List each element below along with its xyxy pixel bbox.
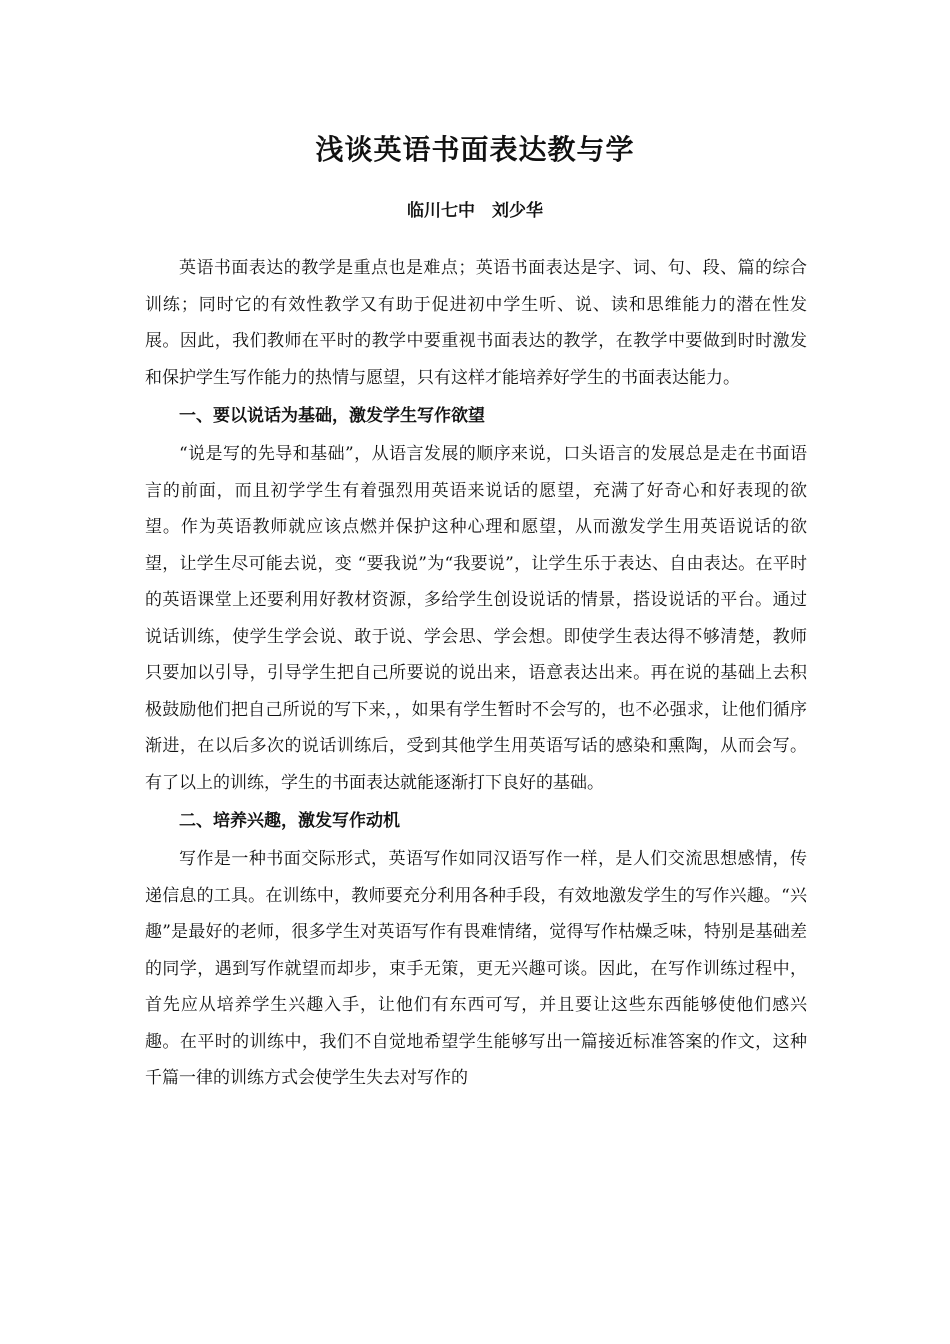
section-heading-2: 二、培养兴趣，激发写作动机 xyxy=(179,811,400,831)
document-author: 临川七中 刘少华 xyxy=(407,201,543,221)
section-heading-1: 一、要以说话为基础，激发学生写作欲望 xyxy=(179,406,485,426)
document-body xyxy=(145,250,807,1097)
document-title: 浅谈英语书面表达教与学 xyxy=(315,133,635,166)
intro-paragraph: 英语书面表达的教学是重点也是难点；英语书面表达是字、词、句、段、篇的综合训练；同时它的有效性教学又有助于促进初中学生听、说、读和思维能力的潜在性发展。因此，我们教师在平时的教学中要重视书面表达的教学，在教学中要做到时时激发和保护学生写作能力的热情与愿望，只有这样才能培养好学生的书面表达能力。 xyxy=(145,258,807,388)
section-paragraph-2: 写作是一种书面交际形式，英语写作如同汉语写作一样，是人们交流思想感情，传递信息的工具。在训练中，教师要充分利用各种手段，有效地激发学生的写作兴趣。“兴趣”是最好的老师，很多学生对英语写作有畏难情绪，觉得写作枯燥乏味，特别是基础差的同学，遇到写作就望而却步，束手无策，更无兴趣可谈。因此，在写作训练过程中，首先应从培养学生兴趣入手，让他们有东西可写，并且要让这些东西能够使他们感兴趣。在平时的训练中，我们不自觉地希望学生能够写出一篇接近标准答案的作文，这种千篇一律的训练方式会使学生失去对写作的 xyxy=(145,849,807,1088)
section-paragraph-1: “说是写的先导和基础”，从语言发展的顺序来说，口头语言的发展总是走在书面语言的前面，而且初学学生有着强烈用英语来说话的愿望，充满了好奇心和好表现的欲望。作为英语教师就应该点燃并保护这种心理和愿望，从而激发学生用英语说话的欲望，让学生尽可能去说，变 “要我说”为“我要说”，让学生乐于表达、自由表达。在平时的英语课堂上还要利用好教材资源，多给学生创设说话的情景，搭设说话的平台。通过说话训练，使学生学会说、敢于说、学会思、学会想。即使学生表达得不够清楚，教师只要加以引导，引导学生把自己所要说的说出来，语意表达出来。再在说的基础上去积极鼓励他们把自己所说的写下来，，如果有学生暂时不会写的，也不必强求，让他们循序渐进，在以后多次的说话训练后，受到其他学生用英语写话的感染和熏陶，从而会写。有了以上的训练，学生的书面表达就能逐渐打下良好的基础。 xyxy=(145,444,807,793)
